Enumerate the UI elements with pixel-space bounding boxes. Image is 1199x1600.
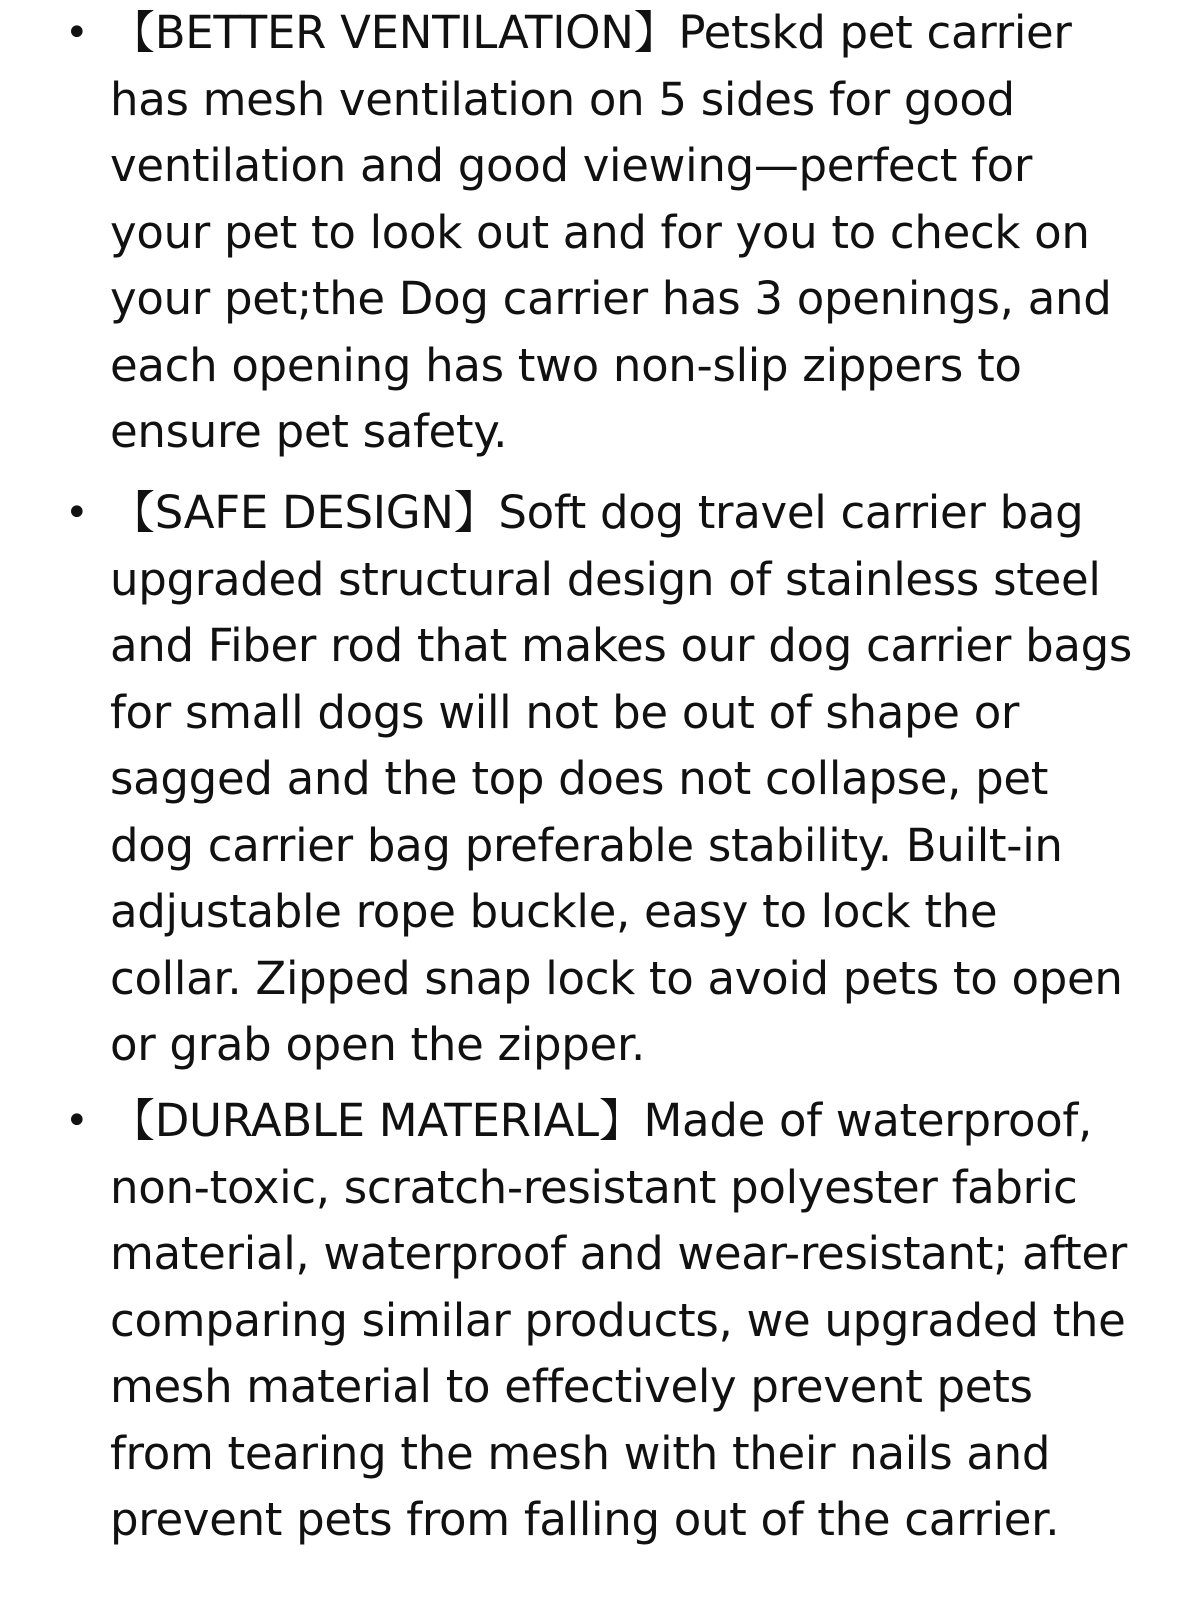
feature-text-line: your pet;the Dog carrier has 3 openings, and — [110, 272, 1112, 325]
feature-text-line: 【SAFE DESIGN】Soft dog travel carrier bag — [110, 486, 1084, 539]
feature-text-line: ensure pet safety. — [110, 405, 508, 458]
feature-text-line: non-toxic, scratch-resistant polyester fabric — [110, 1160, 1078, 1214]
feature-text-line: your pet to look out and for you to check on — [110, 205, 1090, 259]
feature-item-durable-material — [65, 1088, 1160, 1554]
feature-text-line: material, waterproof and wear-resistant; after — [110, 1227, 1127, 1280]
feature-text-line: each opening has two non-slip zippers to — [110, 338, 1022, 392]
feature-text-line: comparing similar products, we upgraded the — [110, 1293, 1126, 1347]
feature-text-line: and Fiber rod that makes our dog carrier bags — [110, 619, 1133, 672]
feature-item-safe-design — [65, 480, 1160, 1079]
feature-text-line: 【DURABLE MATERIAL】Made of waterproof, — [110, 1094, 1092, 1147]
feature-text-line: prevent pets from falling out of the carrier. — [110, 1493, 1060, 1546]
feature-text-line: or grab open the zipper. — [110, 1018, 646, 1071]
feature-text-line: from tearing the mesh with their nails and — [110, 1426, 1051, 1480]
feature-text-line: mesh material to effectively prevent pets — [110, 1360, 1033, 1413]
feature-text-line: collar. Zipped snap lock to avoid pets to open — [110, 951, 1123, 1005]
bullet-icon: • — [65, 490, 89, 536]
feature-item-ventilation — [65, 0, 1160, 466]
feature-text-line: for small dogs will not be out of shape or — [110, 685, 1020, 739]
feature-text-line: 【BETTER VENTILATION】Petskd pet carrier — [110, 6, 1072, 59]
bullet-icon: • — [65, 10, 89, 56]
feature-text-line: sagged and the top does not collapse, pet — [110, 752, 1049, 805]
feature-text-line: adjustable rope buckle, easy to lock the — [110, 885, 998, 938]
feature-text-line: upgraded structural design of stainless steel — [110, 552, 1101, 606]
bullet-icon: • — [65, 1098, 89, 1144]
feature-text-line: ventilation and good viewing—perfect for — [110, 139, 1033, 192]
feature-text-line: has mesh ventilation on 5 sides for good — [110, 72, 1015, 126]
feature-text-line: dog carrier bag preferable stability. Built-in — [110, 818, 1063, 872]
